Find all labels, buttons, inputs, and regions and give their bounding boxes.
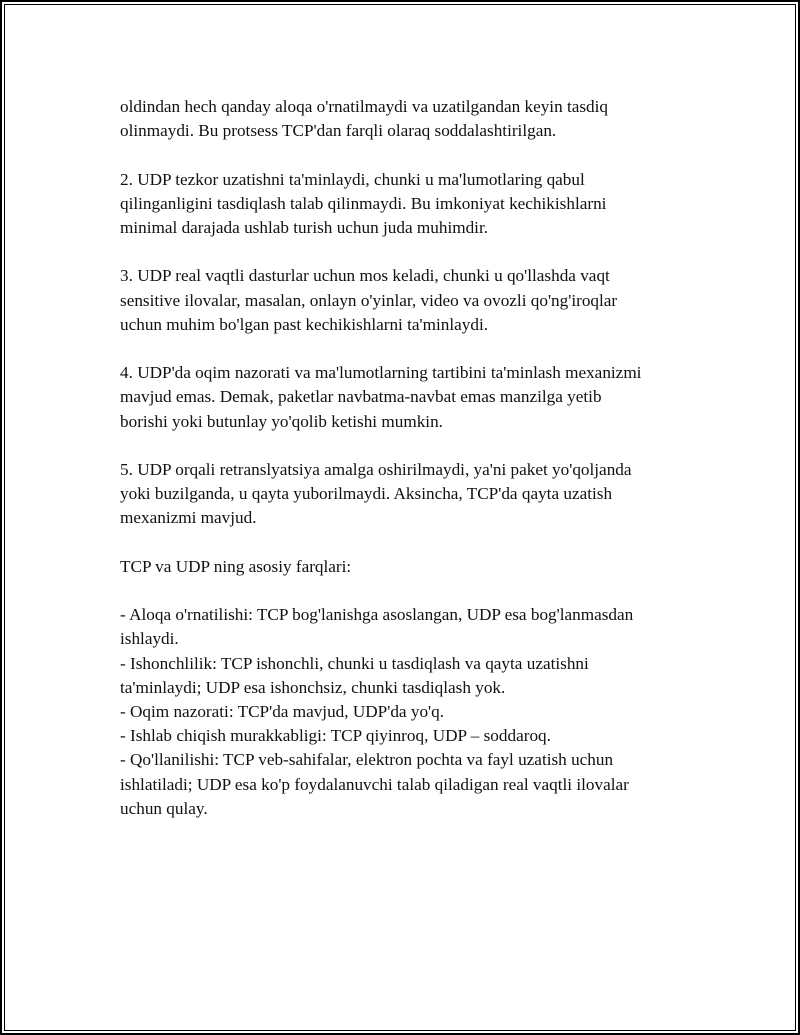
- text-line: uchun muhim bo'lgan past kechikishlarni ta'minlaydi.: [120, 314, 489, 334]
- text-line: minimal darajada ushlab turish uchun juda muhimdir.: [120, 218, 489, 237]
- document-body: [120, 95, 690, 821]
- text-line: TCP va UDP ning asosiy farqlari:: [120, 556, 352, 576]
- text-line: sensitive ilovalar, masalan, onlayn o'yinlar, video va ovozli qo'ng'iroqlar: [120, 290, 618, 310]
- text-line: mexanizmi mavjud.: [120, 508, 257, 528]
- paragraph-point-5: [120, 458, 690, 531]
- list-item-line: - Aloqa o'rnatilishi: TCP bog'lanishga asoslangan, UDP esa bog'lanmasdan: [120, 605, 634, 625]
- list-item-line: ta'minlaydi; UDP esa ishonchsiz, chunki tasdiqlash yok.: [120, 677, 506, 697]
- text-line: borishi yoki butunlay yo'qolib ketishi mumkin.: [120, 411, 443, 431]
- paragraph-point-4: [120, 361, 690, 434]
- text-line: 2. UDP tezkor uzatishni ta'minlaydi, chunki u ma'lumotlaring qabul: [120, 169, 585, 189]
- text-line: mavjud emas. Demak, paketlar navbatma-navbat emas manzilga yetib: [120, 387, 602, 407]
- paragraph-gap: [120, 143, 690, 167]
- text-line: yoki buzilganda, u qayta yuborilmaydi. Aksincha, TCP'da qayta uzatish: [120, 484, 613, 504]
- text-line: 5. UDP orqali retranslyatsiya amalga oshirilmaydi, ya'ni paket yo'qoljanda: [120, 459, 632, 479]
- text-line: oldindan hech qanday aloqa o'rnatilmaydi va uzatilgandan keyin tasdiq: [120, 97, 609, 116]
- text-line: qilinganligini tasdiqlash talab qilinmaydi. Bu imkoniyat kechikishlarni: [120, 193, 607, 213]
- list-item-line: - Qo'llanilishi: TCP veb-sahifalar, elektron pochta va fayl uzatish uchun: [120, 750, 614, 770]
- list-item-line: uchun qulay.: [120, 798, 208, 818]
- paragraph-gap: [120, 337, 690, 361]
- list-item-line: - Ishlab chiqish murakkabligi: TCP qiyinroq, UDP – soddaroq.: [120, 726, 551, 746]
- paragraph-gap: [120, 579, 690, 603]
- differences-heading: [120, 555, 690, 579]
- list-item-line: ishlaydi.: [120, 629, 179, 649]
- list-item-line: - Ishonchlilik: TCP ishonchli, chunki u tasdiqlash va qayta uzatishni: [120, 653, 589, 673]
- text-line: olinmaydi. Bu protsess TCP'dan farqli olaraq soddalashtirilgan.: [120, 121, 557, 141]
- paragraph-gap: [120, 434, 690, 458]
- text-line: 4. UDP'da oqim nazorati va ma'lumotlarning tartibini ta'minlash mexanizmi: [120, 363, 642, 383]
- paragraph-intro-continuation: [120, 95, 690, 143]
- paragraph-gap: [120, 531, 690, 555]
- list-item-line: - Oqim nazorati: TCP'da mavjud, UDP'da yo'q.: [120, 701, 445, 721]
- paragraph-point-2: [120, 168, 690, 241]
- text-line: 3. UDP real vaqtli dasturlar uchun mos keladi, chunki u qo'llashda vaqt: [120, 266, 610, 286]
- paragraph-gap: [120, 240, 690, 264]
- list-item-line: ishlatiladi; UDP esa ko'p foydalanuvchi talab qiladigan real vaqtli ilovalar: [120, 774, 629, 794]
- differences-list: [120, 603, 690, 821]
- paragraph-point-3: [120, 264, 690, 337]
